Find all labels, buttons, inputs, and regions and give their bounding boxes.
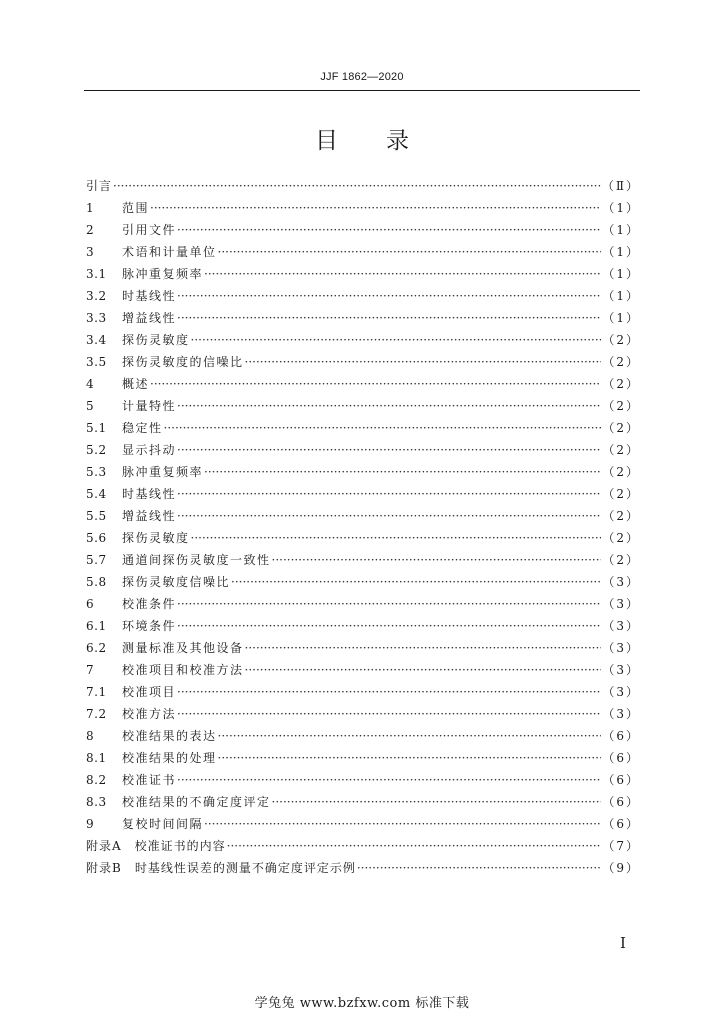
toc-entry-number: 8.1 bbox=[86, 751, 107, 765]
toc-entry[interactable] bbox=[86, 505, 640, 527]
toc-entry-title: 附录B 时基线性误差的测量不确定度评定示例 bbox=[86, 861, 356, 875]
toc-entry[interactable] bbox=[86, 835, 640, 857]
toc-leader-dots bbox=[177, 769, 601, 791]
toc-entry-page: （6） bbox=[602, 751, 640, 765]
toc-entry[interactable] bbox=[86, 681, 640, 703]
toc-leader-dots bbox=[272, 791, 602, 813]
toc-entry[interactable] bbox=[86, 351, 640, 373]
toc-entry[interactable] bbox=[86, 769, 640, 791]
toc-leader-dots bbox=[204, 461, 601, 483]
toc-entry-title: 时基线性 bbox=[122, 289, 177, 303]
toc-entry-page: （3） bbox=[602, 597, 640, 611]
toc-entry[interactable] bbox=[86, 285, 640, 307]
toc-leader-dots bbox=[177, 439, 601, 461]
toc-leader-dots bbox=[177, 593, 601, 615]
toc-entry-page: （3） bbox=[602, 707, 640, 721]
toc-entry-number: 7.2 bbox=[86, 707, 107, 721]
toc-leader-dots bbox=[204, 813, 601, 835]
toc-entry-page: （2） bbox=[602, 509, 640, 523]
toc-entry-title: 校准条件 bbox=[122, 597, 177, 611]
page-title: 目录 bbox=[315, 128, 457, 154]
toc-entry-page: （3） bbox=[602, 685, 640, 699]
toc-entry[interactable] bbox=[86, 241, 640, 263]
toc-entry-page: （3） bbox=[602, 619, 640, 633]
toc-entry-title: 引用文件 bbox=[122, 223, 177, 237]
toc-entry-title: 校准结果的不确定度评定 bbox=[122, 795, 271, 809]
toc-leader-dots bbox=[191, 527, 602, 549]
page-number: I bbox=[620, 934, 626, 952]
toc-entry-number: 4 bbox=[86, 377, 95, 391]
toc-entry[interactable] bbox=[86, 197, 640, 219]
toc-entry-number: 5.4 bbox=[86, 487, 107, 501]
toc-entry-number: 5.6 bbox=[86, 531, 107, 545]
toc-entry-title: 通道间探伤灵敏度一致性 bbox=[122, 553, 271, 567]
toc-leader-dots bbox=[231, 571, 601, 593]
toc-entry[interactable] bbox=[86, 373, 640, 395]
toc-entry-number: 5 bbox=[86, 399, 95, 413]
toc-entry-number: 5.8 bbox=[86, 575, 107, 589]
toc-entry-title: 显示抖动 bbox=[122, 443, 177, 457]
toc-entry-title: 脉冲重复频率 bbox=[122, 267, 204, 281]
toc-entry-title: 校准项目 bbox=[122, 685, 177, 699]
toc-entry-title: 环境条件 bbox=[122, 619, 177, 633]
toc-entry-page: （2） bbox=[602, 377, 640, 391]
toc-leader-dots bbox=[177, 307, 601, 329]
toc-entry-number: 9 bbox=[86, 817, 95, 831]
toc-entry-number: 3.1 bbox=[86, 267, 107, 281]
toc-entry[interactable] bbox=[86, 483, 640, 505]
toc-entry[interactable] bbox=[86, 813, 640, 835]
toc-entry-page: （2） bbox=[602, 443, 640, 457]
toc-entry-number: 7 bbox=[86, 663, 95, 677]
toc-leader-dots bbox=[150, 373, 601, 395]
toc-entry-title: 校准证书 bbox=[122, 773, 177, 787]
toc-entry-page: （7） bbox=[602, 839, 640, 853]
toc-entry-page: （1） bbox=[602, 223, 640, 237]
toc-entry[interactable] bbox=[86, 329, 640, 351]
toc-entry-title: 校准结果的处理 bbox=[122, 751, 217, 765]
toc-entry[interactable] bbox=[86, 615, 640, 637]
toc-entry-title: 附录A 校准证书的内容 bbox=[86, 839, 226, 853]
toc-entry-page: （6） bbox=[602, 817, 640, 831]
toc-entry-number: 3.4 bbox=[86, 333, 107, 347]
toc-entry-title: 复校时间间隔 bbox=[122, 817, 204, 831]
toc-entry-page: （3） bbox=[602, 641, 640, 655]
toc-entry[interactable] bbox=[86, 791, 640, 813]
toc-entry-title: 脉冲重复频率 bbox=[122, 465, 204, 479]
toc-entry[interactable] bbox=[86, 263, 640, 285]
toc-leader-dots bbox=[245, 637, 602, 659]
toc-entry-page: （2） bbox=[602, 355, 640, 369]
toc-entry-number: 3 bbox=[86, 245, 95, 259]
toc-entry-title: 测量标准及其他设备 bbox=[122, 641, 244, 655]
toc-entry-page: （2） bbox=[602, 333, 640, 347]
toc-leader-dots bbox=[177, 615, 601, 637]
toc-entry-page: （2） bbox=[602, 531, 640, 545]
toc-entry[interactable] bbox=[86, 747, 640, 769]
toc-entry[interactable] bbox=[86, 703, 640, 725]
header-rule bbox=[84, 90, 640, 91]
toc-leader-dots bbox=[245, 351, 602, 373]
toc-entry[interactable] bbox=[86, 637, 640, 659]
toc-list bbox=[86, 175, 640, 879]
toc-entry[interactable] bbox=[86, 857, 640, 879]
toc-entry-page: （6） bbox=[602, 795, 640, 809]
toc-leader-dots bbox=[204, 263, 601, 285]
toc-entry[interactable] bbox=[86, 417, 640, 439]
toc-entry-number: 5.1 bbox=[86, 421, 107, 435]
toc-entry-title: 时基线性 bbox=[122, 487, 177, 501]
toc-leader-dots bbox=[357, 857, 602, 879]
toc-entry[interactable] bbox=[86, 395, 640, 417]
toc-entry-title: 计量特性 bbox=[122, 399, 177, 413]
toc-entry-page: （2） bbox=[602, 421, 640, 435]
toc-entry-title: 探伤灵敏度信噪比 bbox=[122, 575, 231, 589]
toc-entry-title: 增益线性 bbox=[122, 311, 177, 325]
toc-entry-number: 8.2 bbox=[86, 773, 107, 787]
toc-entry-number: 5.5 bbox=[86, 509, 107, 523]
toc-entry-title: 探伤灵敏度 bbox=[122, 531, 190, 545]
toc-leader-dots bbox=[177, 483, 601, 505]
toc-entry-page: （1） bbox=[602, 289, 640, 303]
toc-entry-title: 术语和计量单位 bbox=[122, 245, 217, 259]
toc-entry-page: （1） bbox=[602, 267, 640, 281]
toc-entry-title: 引言 bbox=[86, 179, 113, 193]
toc-leader-dots bbox=[227, 835, 602, 857]
toc-entry-page: （1） bbox=[602, 311, 640, 325]
toc-entry-page: （2） bbox=[602, 487, 640, 501]
toc-leader-dots bbox=[191, 329, 602, 351]
toc-entry-number: 5.7 bbox=[86, 553, 107, 567]
toc-entry-page: （3） bbox=[602, 663, 640, 677]
toc-leader-dots bbox=[218, 725, 602, 747]
toc-entry-number: 7.1 bbox=[86, 685, 107, 699]
toc-entry-page: （2） bbox=[602, 553, 640, 567]
toc-entry[interactable] bbox=[86, 461, 640, 483]
toc-leader-dots bbox=[177, 395, 601, 417]
toc-entry[interactable] bbox=[86, 593, 640, 615]
toc-entry-page: （2） bbox=[602, 399, 640, 413]
toc-entry-title: 探伤灵敏度 bbox=[122, 333, 190, 347]
toc-entry-number: 5.2 bbox=[86, 443, 107, 457]
toc-entry-number: 3.2 bbox=[86, 289, 107, 303]
toc-entry[interactable] bbox=[86, 659, 640, 681]
toc-entry-number: 2 bbox=[86, 223, 95, 237]
toc-entry-number: 8 bbox=[86, 729, 95, 743]
toc-entry-number: 8.3 bbox=[86, 795, 107, 809]
toc-leader-dots bbox=[150, 197, 601, 219]
toc-entry-page: （3） bbox=[602, 575, 640, 589]
toc-leader-dots bbox=[177, 285, 601, 307]
toc-entry-title: 校准项目和校准方法 bbox=[122, 663, 244, 677]
toc-entry[interactable] bbox=[86, 439, 640, 461]
toc-entry[interactable] bbox=[86, 527, 640, 549]
toc-entry-title: 概述 bbox=[122, 377, 150, 391]
toc-entry[interactable] bbox=[86, 725, 640, 747]
watermark-text: 学兔兔 www.bzfxw.com 标准下载 bbox=[254, 996, 470, 1011]
toc-leader-dots bbox=[272, 549, 602, 571]
toc-entry-title: 校准结果的表达 bbox=[122, 729, 217, 743]
toc-entry-page: （Ⅱ） bbox=[601, 179, 640, 193]
toc-leader-dots bbox=[177, 703, 601, 725]
toc-entry-title: 探伤灵敏度的信噪比 bbox=[122, 355, 244, 369]
toc-entry[interactable] bbox=[86, 219, 640, 241]
toc-entry-number: 3.3 bbox=[86, 311, 107, 325]
toc-entry-number: 5.3 bbox=[86, 465, 107, 479]
toc-entry[interactable] bbox=[86, 175, 640, 197]
toc-entry-page: （9） bbox=[602, 861, 640, 875]
toc-leader-dots bbox=[218, 747, 602, 769]
toc-entry-number: 6.1 bbox=[86, 619, 107, 633]
toc-entry-number: 1 bbox=[86, 201, 95, 215]
toc-entry-page: （6） bbox=[602, 773, 640, 787]
toc-leader-dots bbox=[164, 417, 602, 439]
toc-entry-title: 增益线性 bbox=[122, 509, 177, 523]
toc-entry-page: （2） bbox=[602, 465, 640, 479]
toc-entry-page: （1） bbox=[602, 201, 640, 215]
toc-leader-dots bbox=[218, 241, 602, 263]
toc-entry-title: 校准方法 bbox=[122, 707, 177, 721]
toc-entry-page: （1） bbox=[602, 245, 640, 259]
toc-entry-number: 3.5 bbox=[86, 355, 107, 369]
toc-entry-number: 6.2 bbox=[86, 641, 107, 655]
toc-leader-dots bbox=[177, 219, 601, 241]
toc-entry-page: （6） bbox=[602, 729, 640, 743]
document-header: JJF 1862—2020 bbox=[320, 71, 404, 83]
toc-entry-number: 6 bbox=[86, 597, 95, 611]
toc-entry-title: 范围 bbox=[122, 201, 150, 215]
toc-entry-title: 稳定性 bbox=[122, 421, 163, 435]
toc-leader-dots bbox=[113, 175, 601, 197]
toc-leader-dots bbox=[245, 659, 602, 681]
toc-leader-dots bbox=[177, 681, 601, 703]
toc-entry[interactable] bbox=[86, 307, 640, 329]
toc-entry[interactable] bbox=[86, 549, 640, 571]
toc-leader-dots bbox=[177, 505, 601, 527]
toc-entry[interactable] bbox=[86, 571, 640, 593]
